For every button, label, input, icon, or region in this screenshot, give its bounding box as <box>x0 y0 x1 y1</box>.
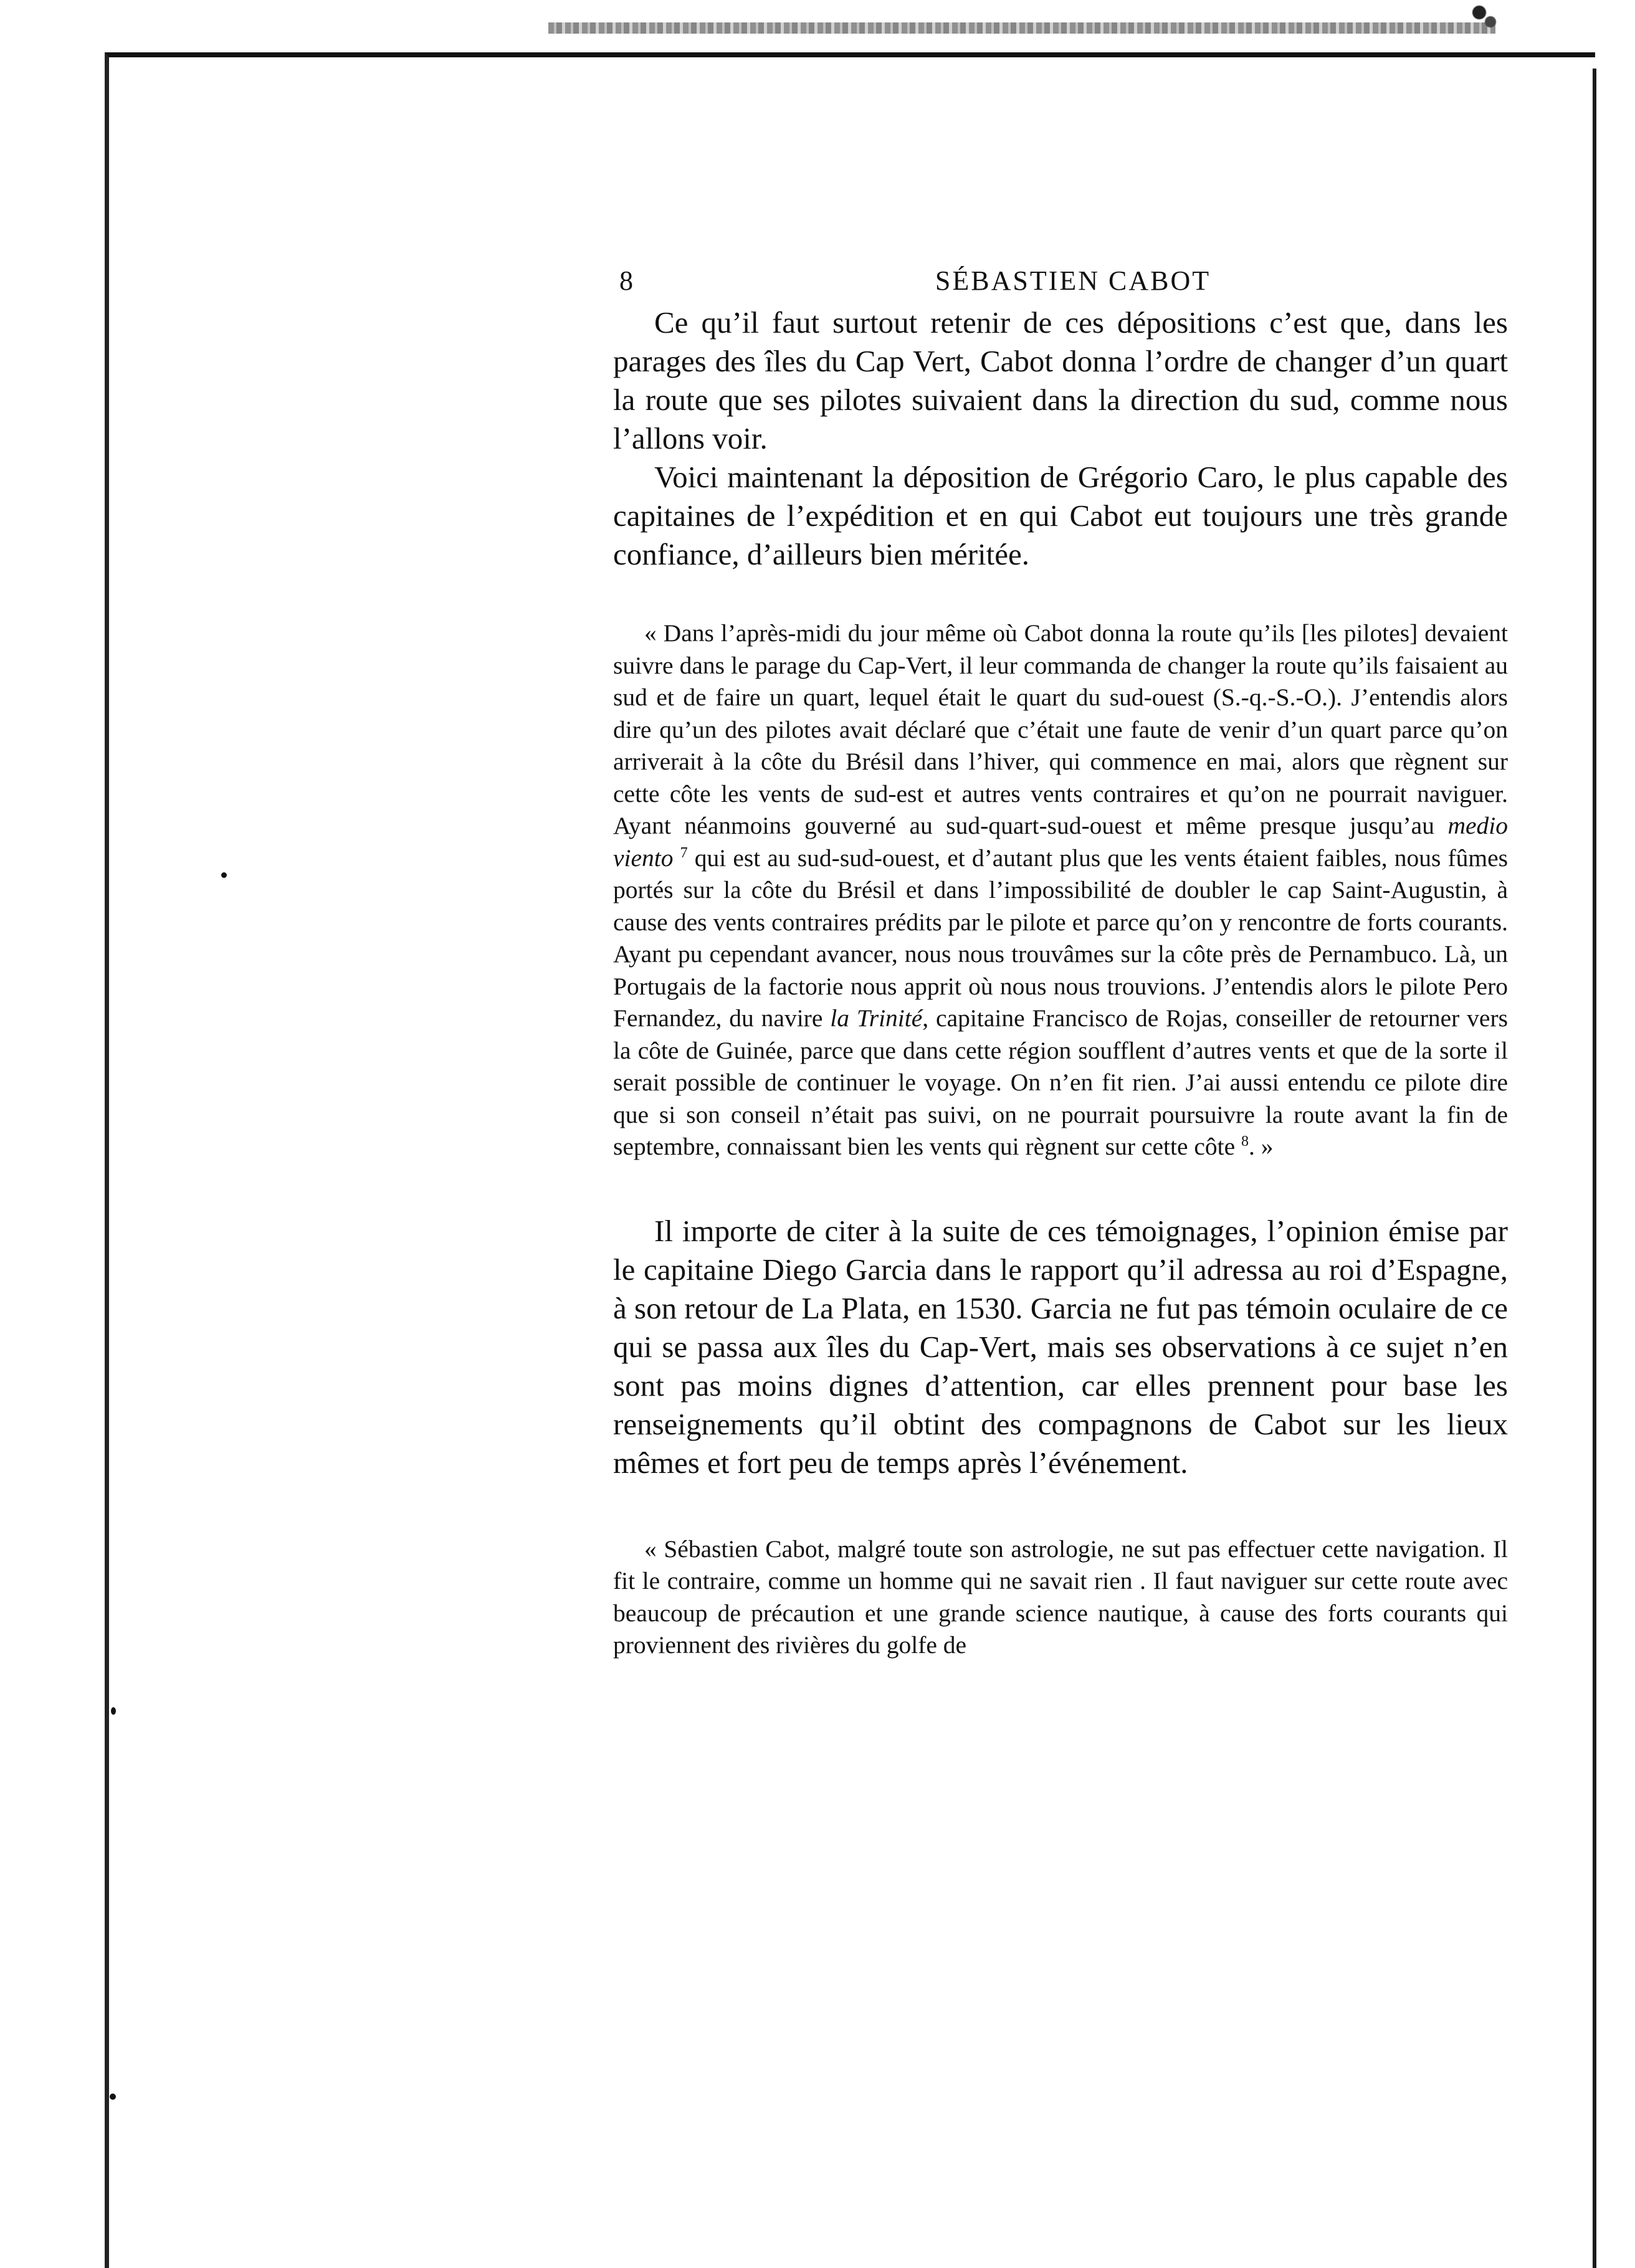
body-paragraph: Voici maintenant la déposition de Grégorio Caro, le plus capable des capitaines de l’expédition et en qui Cabot eut toujours une très grande confiance, d’ailleurs bien méritée. <box>613 460 1508 571</box>
page-right-edge <box>1593 69 1596 2268</box>
quote-italic-ship: la Trinité <box>830 1004 923 1032</box>
footnote-ref: 8 <box>1241 1133 1249 1150</box>
body-text-block-1 <box>613 303 1508 574</box>
quote-text: qui est au sud-sud-ouest, et d’autant plus que les vents étaient faibles, nous fûmes portés sur la côte du Brésil et dans l’impossibilité de doubler le cap Saint-Augustin, à cause des vents contraires prédits par le pilote et parce qu’on y rencontre de forts courants. Ayant pu cependant avancer, nous nous trouvâmes sur la côte près de Pernambuco. Là, un Portugais de la factorie nous apprit où nous nous trouvions. J’entendis alors le pilote Pero Fernandez, du navire <box>613 844 1509 1032</box>
body-text-block-2 <box>613 1212 1508 1482</box>
scan-speck <box>110 2094 116 2100</box>
running-title: SÉBASTIEN CABOT <box>935 265 1211 296</box>
footnote-ref: 7 <box>680 844 688 861</box>
quote-closing: . » <box>1249 1133 1274 1160</box>
quote-text: , capitaine Francisco de Rojas, conseiller de retourner vers la côte de Guinée, parce que dans cette région soufflent d’autres vents et que de la sorte il serait possible de continuer le voyage. On n’en fit rien. J’ai aussi entendu ce pilote dire que si son conseil n’était pas suivi, on ne pourrait poursuivre la route avant la fin de septembre, connaissant bien les vents qui règnent sur cette côte <box>613 1004 1508 1160</box>
scan-speck <box>111 1707 116 1715</box>
scan-artifact-strip <box>548 22 1495 34</box>
body-paragraph: Il importe de citer à la suite de ces témoignages, l’opinion émise par le capitaine Diego Garcia dans le rapport qu’il adressa au roi d’Espagne, à son retour de La Plata, en 1530. Garcia ne fut pas témoin oculaire de ce qui se passa aux îles du Cap-Vert, mais ses observations à ce sujet n’en sont pas moins dignes d’attention, car elles prennent pour base les renseignements qu’il obtint des compagnons de Cabot sur les lieux mêmes et fort peu de temps après l’événement. <box>613 1213 1508 1480</box>
running-head <box>613 265 1508 303</box>
scan-corner-mark <box>1464 0 1502 31</box>
page-content <box>613 265 1508 1662</box>
quote-italic-term: medio viento <box>613 812 1509 872</box>
page-number: 8 <box>619 265 635 296</box>
body-paragraph: Ce qu’il faut surtout retenir de ces dépositions c’est que, dans les parages des îles du Cap Vert, Cabot donna l’ordre de changer d’un quart la route que ses pilotes suivaient dans la direction du sud, comme nous l’allons voir. <box>613 305 1508 455</box>
quote-deposition-caro <box>613 617 1508 1163</box>
quote-text: « Dans l’après-midi du jour même où Cabot donna la route qu’ils [les pilotes] devaient suivre dans le parage du Cap-Vert, il leur commanda de changer la route qu’ils faisaient au sud et de faire un quart, lequel était le quart du sud-ouest (S.-q.-S.-O.). J’entendis alors dire qu’un des pilotes avait déclaré que c’était une faute de venir d’un quart parce qu’on arriverait à la côte du Brésil dans l’hiver, qui commence en mai, alors que règnent sur cette côte les vents de sud-est et autres vents contraires et qu’on ne pourrait naviguer. Ayant néanmoins gouverné au sud-quart-sud-ouest et même presque jusqu’au <box>613 619 1508 839</box>
quote-garcia: « Sébastien Cabot, malgré toute son astrologie, ne sut pas effectuer cette navigation. Il fit le contraire, comme un homme qui ne savait rien . Il faut naviguer sur cette route avec beaucoup de précaution et une grande science nautique, à cause des forts courants qui proviennent des rivières du golfe de <box>613 1535 1508 1659</box>
scan-speck <box>221 872 227 878</box>
